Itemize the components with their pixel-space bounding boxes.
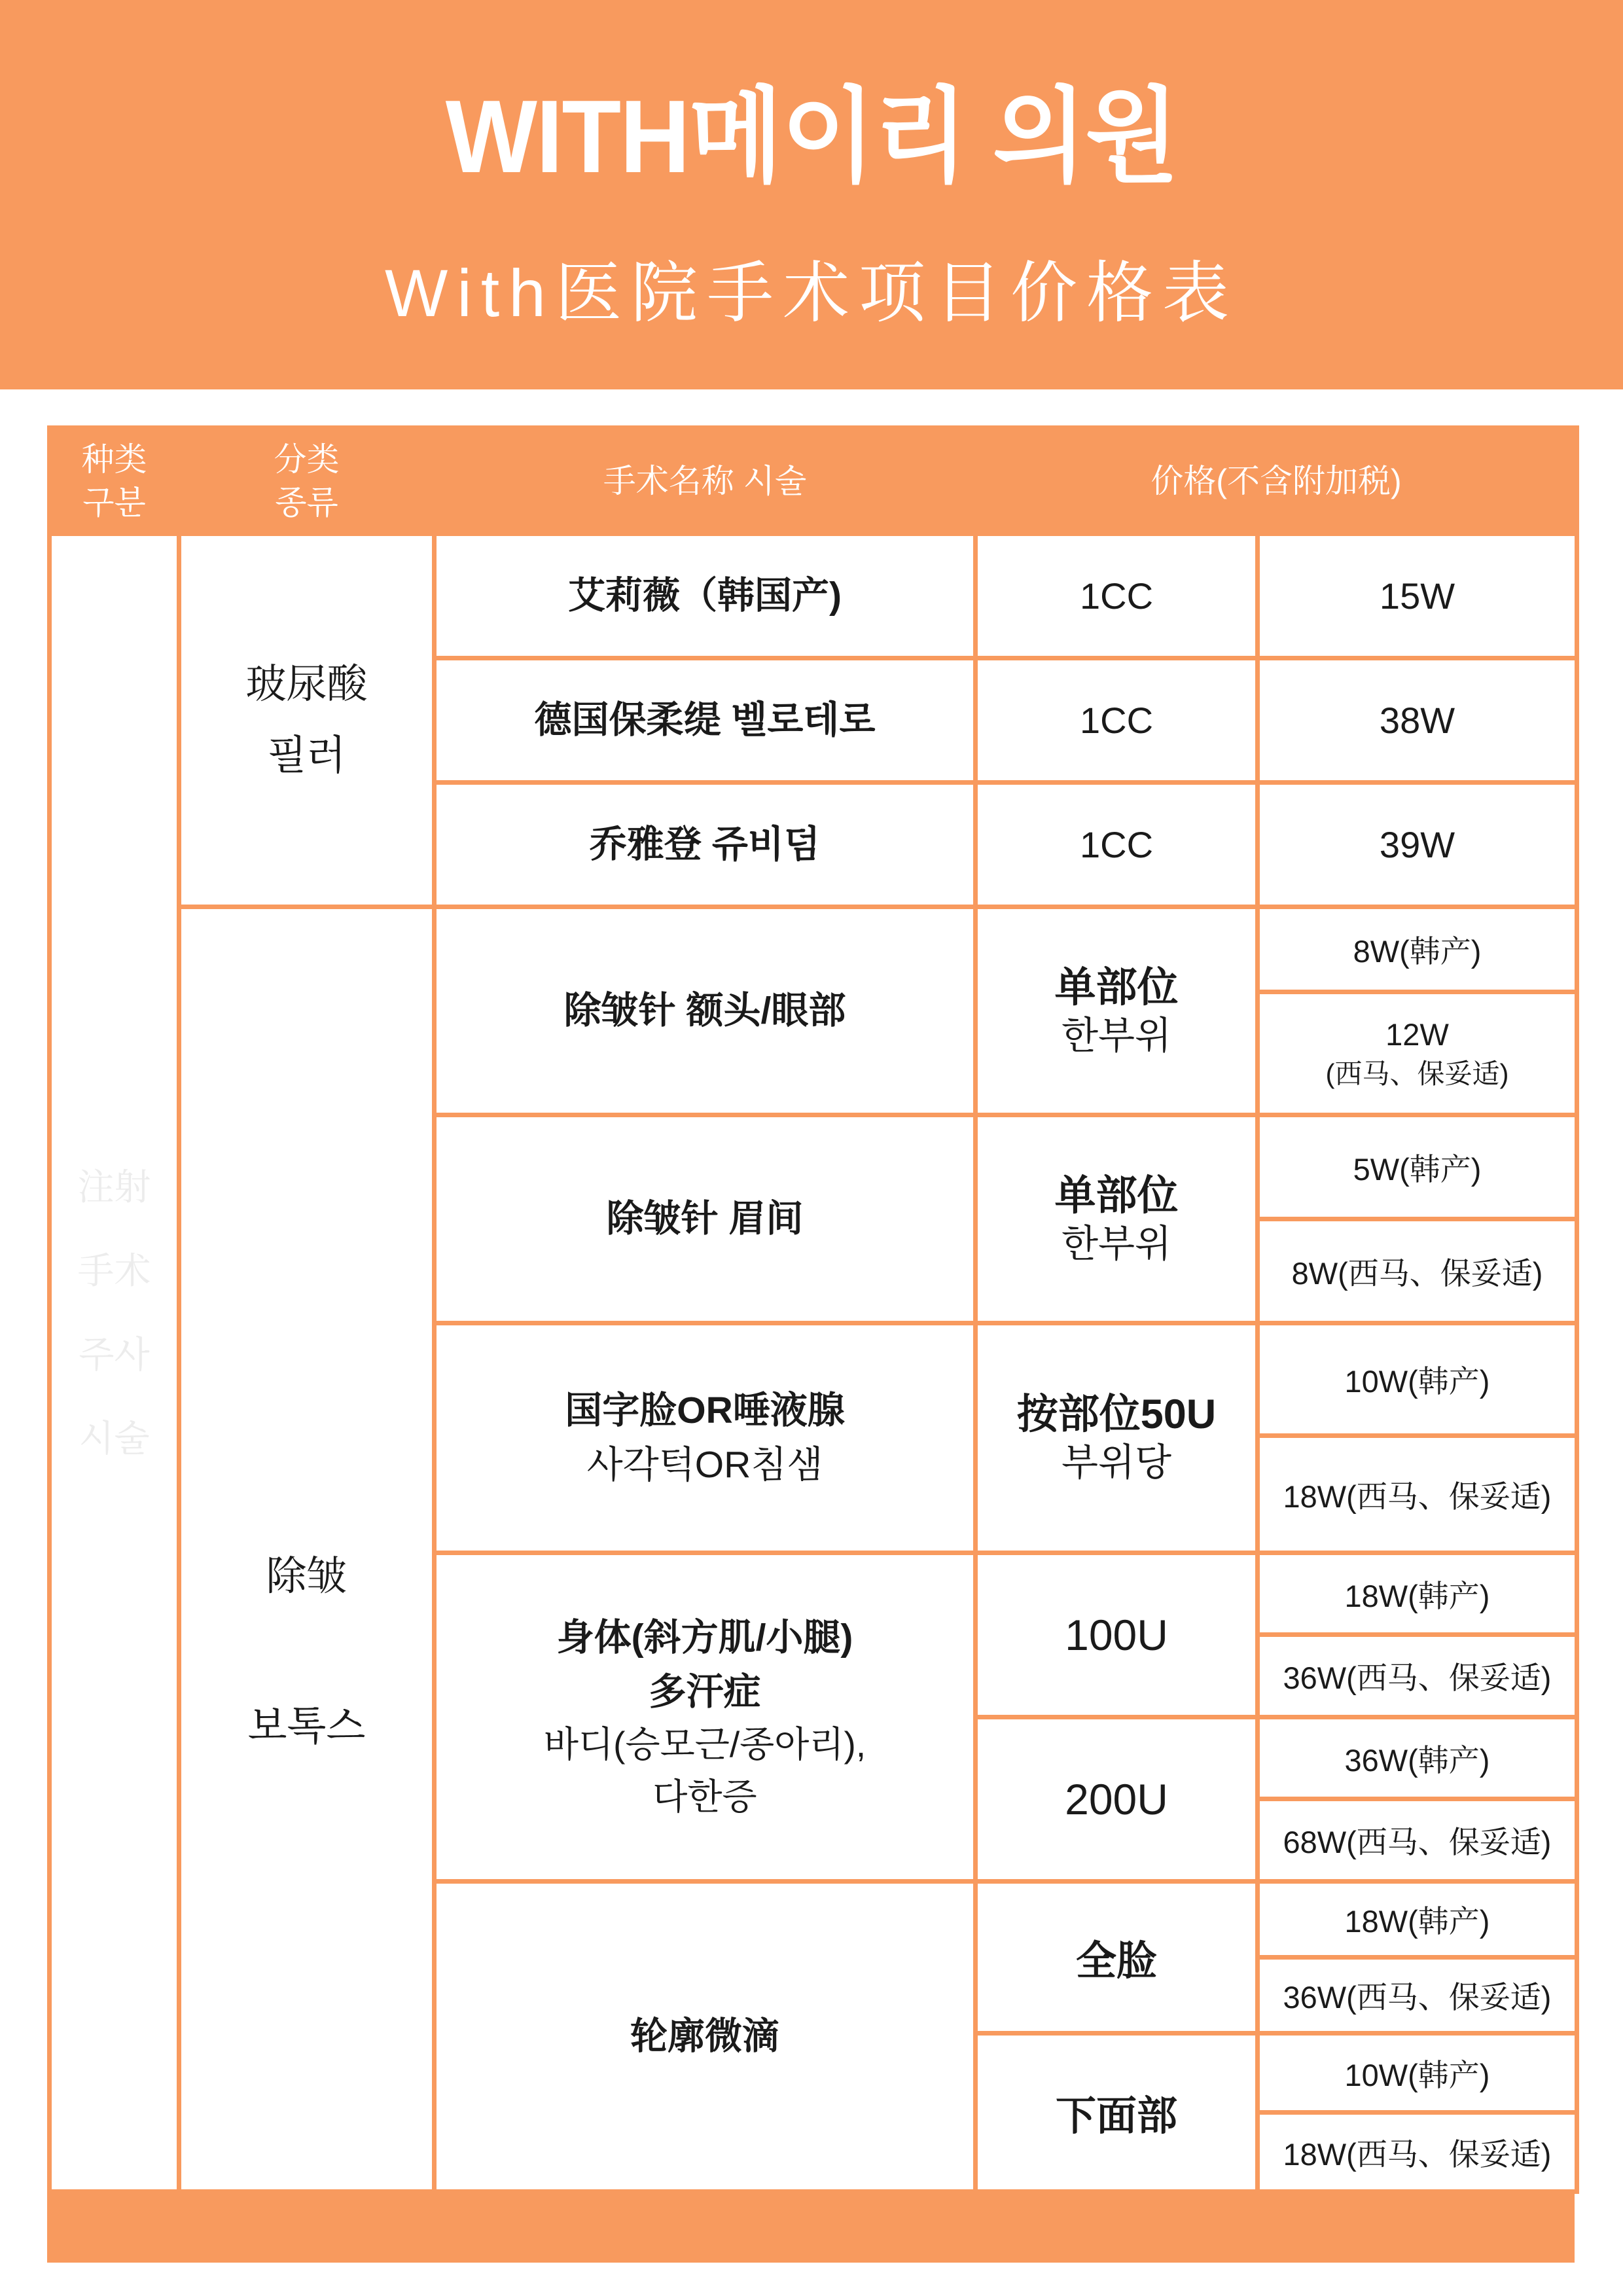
price-cell bbox=[1258, 1882, 1577, 1958]
group-botox-label bbox=[181, 1543, 432, 1751]
group-cell-botox bbox=[179, 907, 435, 2192]
group-cell-filler bbox=[179, 534, 435, 907]
price-cell bbox=[1258, 2113, 1577, 2192]
price-cell bbox=[1258, 1799, 1577, 1882]
header-price bbox=[976, 428, 1577, 534]
price-value: 18W(韩产) bbox=[1344, 1904, 1490, 1939]
price-cell bbox=[1258, 658, 1577, 783]
header-category-kr: 구분 bbox=[82, 484, 146, 521]
procedure-name-kr: 사각턱OR침샘 bbox=[586, 1444, 823, 1486]
unit-label: 200U bbox=[1065, 1775, 1168, 1823]
unit-cell bbox=[976, 1115, 1258, 1323]
category-word: 手术 bbox=[77, 1250, 151, 1291]
unit-cell bbox=[976, 1882, 1258, 2034]
price-value: 68W(西马、保妥适) bbox=[1283, 1825, 1552, 1859]
price-value: 39W bbox=[1379, 824, 1455, 865]
procedure-name-cell bbox=[435, 534, 976, 658]
price-value: 8W(西马、保妥适) bbox=[1291, 1255, 1543, 1291]
unit-kr: 한부위 bbox=[1061, 1014, 1172, 1057]
procedure-name-cell bbox=[435, 1115, 976, 1323]
price-value: 36W(韩产) bbox=[1344, 1742, 1490, 1778]
price-cell bbox=[1258, 1323, 1577, 1436]
procedure-name-line: 다한증 bbox=[652, 1776, 757, 1818]
footer-bar bbox=[47, 2194, 1575, 2263]
price-cell bbox=[1258, 992, 1577, 1115]
banner bbox=[0, 0, 1623, 389]
category-vertical-words bbox=[52, 1158, 177, 1462]
header-category bbox=[50, 428, 179, 534]
procedure-name-line: 多汗症 bbox=[649, 1670, 761, 1713]
header-group-kr: 종류 bbox=[275, 484, 338, 521]
group-botox-kr: 보톡스 bbox=[247, 1704, 366, 1749]
procedure-name-line: 身体(斜方肌/小腿) bbox=[556, 1617, 853, 1659]
unit-cell bbox=[976, 534, 1258, 658]
procedure-name-cell bbox=[435, 1553, 976, 1882]
price-cell bbox=[1258, 1436, 1577, 1553]
header-group bbox=[179, 428, 435, 534]
procedure-name: 除皱针 眉间 bbox=[606, 1197, 804, 1240]
header-procedure-name-kr: 시술 bbox=[743, 462, 807, 499]
price-value: 18W(西马、保妥适) bbox=[1283, 1479, 1552, 1514]
header-price-label: 价格(不含附加税) bbox=[1150, 462, 1402, 499]
unit-kr: 부위당 bbox=[1061, 1441, 1172, 1484]
price-cell bbox=[1258, 534, 1577, 658]
procedure-name-zh: 国字脸OR唾液腺 bbox=[565, 1390, 845, 1432]
price-value: 10W(韩产) bbox=[1344, 1364, 1490, 1399]
unit-label: 1CC bbox=[1079, 824, 1154, 865]
unit-cell bbox=[976, 1553, 1258, 1717]
price-value: 8W(韩产) bbox=[1353, 934, 1482, 969]
price-list-subtitle: With医院手术项目价格表 bbox=[385, 256, 1238, 331]
price-note: (西马、保妥适) bbox=[1325, 1058, 1509, 1089]
unit-cell bbox=[976, 2034, 1258, 2192]
price-value: 15W bbox=[1379, 575, 1455, 617]
price-table-wrap bbox=[47, 425, 1575, 2263]
category-word: 注射 bbox=[77, 1166, 151, 1208]
price-cell bbox=[1258, 2034, 1577, 2113]
header-group-zh: 分类 bbox=[274, 440, 340, 478]
procedure-name-cell bbox=[435, 658, 976, 783]
procedure-name-cell bbox=[435, 1882, 976, 2192]
price-value: 5W(韩产) bbox=[1353, 1151, 1482, 1187]
price-cell bbox=[1258, 1219, 1577, 1323]
price-cell bbox=[1258, 907, 1577, 992]
price-table bbox=[47, 425, 1579, 2194]
unit-zh: 按部位50U bbox=[1016, 1391, 1217, 1438]
unit-label: 100U bbox=[1065, 1611, 1168, 1659]
unit-kr: 한부위 bbox=[1061, 1222, 1172, 1265]
unit-zh: 单部位 bbox=[1054, 964, 1179, 1011]
procedure-name: 乔雅登 쥬비덤 bbox=[589, 823, 821, 865]
price-cell bbox=[1258, 1115, 1577, 1219]
price-value: 36W(西马、保妥适) bbox=[1283, 1660, 1552, 1695]
price-value: 38W bbox=[1379, 700, 1455, 741]
price-cell bbox=[1258, 1553, 1577, 1635]
unit-cell bbox=[976, 1717, 1258, 1882]
price-cell bbox=[1258, 1958, 1577, 2034]
price-value: 36W(西马、保妥适) bbox=[1283, 1980, 1552, 2015]
unit-cell bbox=[976, 783, 1258, 907]
category-word: 주사 bbox=[79, 1334, 150, 1375]
procedure-name: 轮廓微滴 bbox=[630, 2015, 779, 2057]
unit-label: 1CC bbox=[1079, 700, 1154, 741]
price-cell bbox=[1258, 1717, 1577, 1799]
group-filler-kr: 필러 bbox=[267, 732, 346, 778]
table-row bbox=[50, 534, 1577, 658]
price-cell bbox=[1258, 1635, 1577, 1717]
unit-label: 下面部 bbox=[1055, 2094, 1177, 2139]
procedure-name: 德国保柔缇 벨로테로 bbox=[534, 698, 876, 741]
header-procedure-name bbox=[435, 428, 976, 534]
price-cell bbox=[1258, 783, 1577, 907]
unit-cell bbox=[976, 658, 1258, 783]
unit-cell bbox=[976, 1323, 1258, 1553]
header-procedure-name-zh: 手术名称 bbox=[603, 462, 734, 499]
clinic-title: WITH메이리 의원 bbox=[445, 79, 1178, 194]
header-category-zh: 种类 bbox=[81, 440, 147, 478]
procedure-name-cell bbox=[435, 907, 976, 1115]
procedure-name-line: 바디(승모근/종아리), bbox=[543, 1724, 866, 1765]
group-filler-label bbox=[181, 649, 432, 791]
price-value: 18W(西马、保妥适) bbox=[1283, 2136, 1552, 2172]
unit-zh: 单部位 bbox=[1054, 1172, 1179, 1219]
unit-label: 全脸 bbox=[1075, 1939, 1157, 1984]
group-filler-zh: 玻尿酸 bbox=[245, 662, 368, 707]
category-cell-injection bbox=[50, 534, 179, 2192]
unit-cell bbox=[976, 907, 1258, 1115]
unit-label: 1CC bbox=[1079, 575, 1154, 617]
price-value: 12W bbox=[1385, 1017, 1449, 1052]
price-value: 10W(韩产) bbox=[1344, 2057, 1490, 2092]
procedure-name: 除皱针 额头/眼部 bbox=[563, 989, 846, 1031]
price-value: 18W(韩产) bbox=[1344, 1578, 1490, 1613]
procedure-name: 艾莉薇（韩国产) bbox=[568, 574, 842, 617]
table-header-row bbox=[50, 428, 1577, 534]
table-row bbox=[50, 907, 1577, 992]
group-botox-zh: 除皱 bbox=[266, 1554, 348, 1599]
category-word: 시술 bbox=[79, 1418, 150, 1459]
procedure-name-cell bbox=[435, 783, 976, 907]
procedure-name-cell bbox=[435, 1323, 976, 1553]
